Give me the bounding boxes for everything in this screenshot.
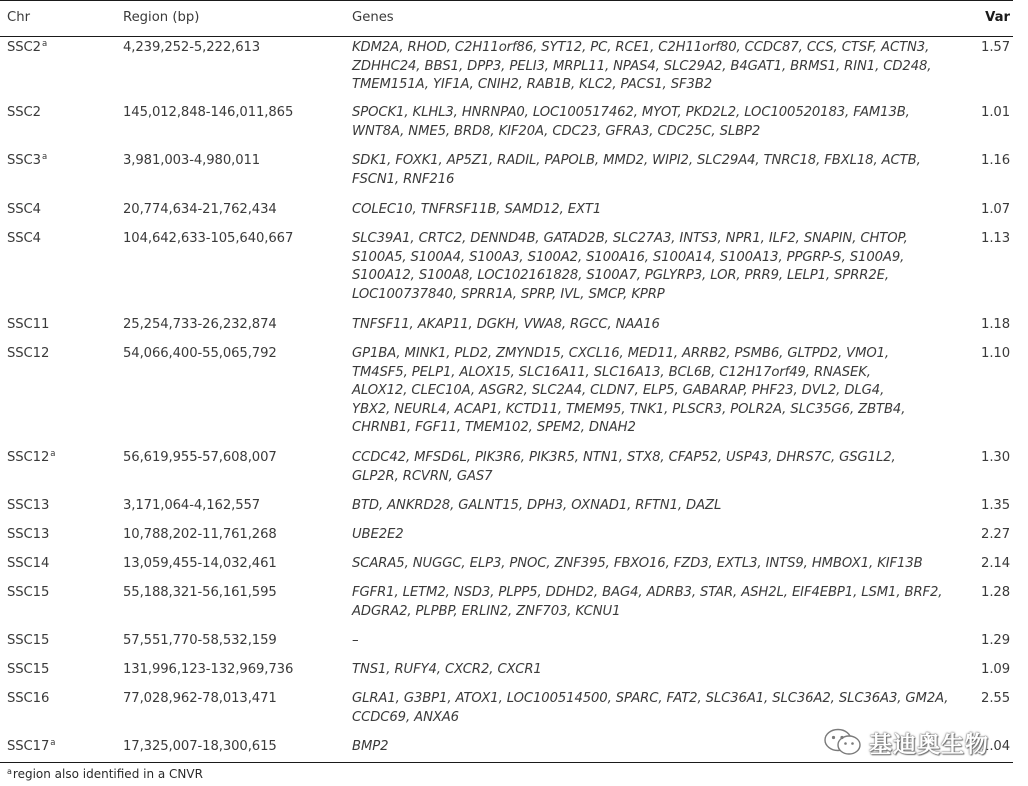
cell-chr	[7, 201, 41, 220]
chr-label: SSC3	[7, 153, 41, 168]
cell-genes	[352, 230, 952, 304]
cell-chr	[7, 738, 55, 757]
cell-region: 55,188,321-56,161,595	[123, 585, 277, 600]
cell-var: 1.35	[981, 498, 1010, 513]
gene-list-line: SLC39A1, CRTC2, DENND4B, GATAD2B, SLC27A3, INTS3, NPR1, ILF2, SNAPIN, CHTOP,	[352, 231, 908, 246]
chr-label: SSC2	[7, 105, 41, 120]
table-top-rule	[0, 0, 1013, 1]
cell-var: 1.07	[981, 202, 1010, 217]
cell-region: 25,254,733-26,232,874	[123, 317, 277, 332]
cell-var: 1.13	[981, 231, 1010, 246]
cell-chr	[7, 526, 49, 545]
cell-region: 10,788,202-11,761,268	[123, 527, 277, 542]
gene-list-line: S100A5, S100A4, S100A3, S100A2, S100A16, S100A14, S100A13, PPGRP-S, S100A9,	[352, 249, 905, 265]
header-var: Var	[985, 10, 1010, 25]
gene-list-line: GP1BA, MINK1, PLD2, ZMYND15, CXCL16, MED11, ARRB2, PSMB6, GLTPD2, VMO1,	[352, 346, 890, 361]
cell-genes	[352, 345, 952, 438]
gene-list-line: FGFR1, LETM2, NSD3, PLPP5, DDHD2, BAG4, ADRB3, STAR, ASH2L, EIF4EBP1, LSM1, BRF2,	[352, 585, 943, 600]
cell-region: 54,066,400-55,065,792	[123, 346, 277, 361]
gene-list-line: TNS1, RUFY4, CXCR2, CXCR1	[352, 662, 542, 677]
cell-genes	[352, 152, 952, 189]
cell-var: 1.18	[981, 317, 1010, 332]
cell-genes	[352, 526, 952, 545]
gene-list-line: LOC100737840, SPRR1A, SPRP, IVL, SMCP, KPRP	[352, 286, 665, 302]
gene-list-line: S100A12, S100A8, LOC102161828, S100A7, PGLYRP3, LOR, PRR9, LELP1, SPRR2E,	[352, 268, 889, 283]
gene-list-line: –	[352, 633, 359, 648]
cell-var: 1.04	[981, 739, 1010, 754]
chr-label: SSC15	[7, 585, 50, 600]
gene-list-line: BMP2	[352, 739, 389, 754]
cnvr-footnote-mark: a	[41, 39, 48, 49]
cell-genes	[352, 661, 952, 680]
watermark-text: 基迪奥生物	[869, 731, 989, 758]
chr-label: SSC16	[7, 691, 50, 706]
cell-var: 1.30	[981, 450, 1010, 465]
cell-var: 1.09	[981, 662, 1010, 677]
chr-label: SSC2	[7, 40, 41, 55]
cell-var: 2.27	[981, 527, 1010, 542]
gene-list-line: TNFSF11, AKAP11, DGKH, VWA8, RGCC, NAA16	[352, 317, 660, 332]
chr-label: SSC12	[7, 346, 50, 361]
gene-list-line: WNT8A, NME5, BRD8, KIF20A, CDC23, GFRA3, CDC25C, SLBP2	[352, 123, 761, 139]
gene-list-line: ADGRA2, PLPBP, ERLIN2, ZNF703, KCNU1	[352, 603, 621, 619]
gene-list-line: TMEM151A, YIF1A, CNIH2, RAB1B, KLC2, PACS1, SF3B2	[352, 77, 713, 92]
cell-chr	[7, 584, 49, 603]
cell-chr	[7, 39, 47, 58]
table-header-rule	[0, 36, 1013, 37]
chr-label: SSC15	[7, 662, 50, 677]
cell-var: 1.16	[981, 153, 1010, 168]
cell-genes	[352, 632, 952, 651]
cell-genes	[352, 738, 952, 757]
cell-genes	[352, 316, 952, 335]
cell-genes	[352, 39, 952, 95]
gene-list-line: SDK1, FOXK1, AP5Z1, RADIL, PAPOLB, MMD2, WIPI2, SLC29A4, TNRC18, FBXL18, ACTB,	[352, 153, 921, 168]
cell-region: 3,171,064-4,162,557	[123, 498, 261, 513]
chr-label: SSC13	[7, 527, 50, 542]
header-chr: Chr	[7, 10, 30, 25]
chr-label: SSC15	[7, 633, 50, 648]
gene-list-line: YBX2, NEURL4, ACAP1, KCTD11, TMEM95, TNK1, PLSCR3, POLR2A, SLC35G6, ZBTB4,	[352, 401, 906, 417]
chr-label: SSC17	[7, 739, 50, 754]
cell-region: 57,551,770-58,532,159	[123, 633, 277, 648]
cell-chr	[7, 230, 41, 249]
cnvr-footnote-mark: a	[50, 738, 56, 748]
cell-genes	[352, 104, 952, 141]
gene-list-line: ALOX12, CLEC10A, ASGR2, SLC2A4, CLDN7, ELP5, GABARAP, PHF23, DVL2, DLG4,	[352, 383, 885, 398]
gene-list-line: FSCN1, RNF216	[352, 171, 455, 187]
cell-chr	[7, 316, 49, 335]
gene-list-line: SCARA5, NUGGC, ELP3, PNOC, ZNF395, FBXO16, FZD3, EXTL3, INTS9, HMBOX1, KIF13B	[352, 556, 923, 571]
cell-region: 20,774,634-21,762,434	[123, 202, 277, 217]
gene-list-line: COLEC10, TNFRSF11B, SAMD12, EXT1	[352, 202, 602, 217]
cnvr-footnote-mark: a	[41, 152, 48, 162]
chr-label: SSC13	[7, 498, 50, 513]
gene-list-line: GLP2R, RCVRN, GAS7	[352, 468, 493, 484]
cell-region: 17,325,007-18,300,615	[123, 739, 277, 754]
table-footnote	[7, 766, 203, 782]
header-genes: Genes	[352, 10, 394, 25]
gene-list-line: CCDC69, ANXA6	[352, 709, 459, 725]
gene-list-line: CHRNB1, FGF11, TMEM102, SPEM2, DNAH2	[352, 420, 636, 435]
cell-var: 2.14	[981, 556, 1010, 571]
cell-region: 4,239,252-5,222,613	[123, 40, 261, 55]
cell-chr	[7, 661, 49, 680]
gene-list-line: CCDC42, MFSD6L, PIK3R6, PIK3R5, NTN1, STX8, CFAP52, USP43, DHRS7C, GSG1L2,	[352, 450, 896, 465]
cell-genes	[352, 690, 952, 727]
cell-region: 145,012,848-146,011,865	[123, 105, 294, 120]
cell-var: 1.01	[981, 105, 1010, 120]
cell-genes	[352, 449, 952, 486]
cell-region: 104,642,633-105,640,667	[123, 231, 294, 246]
gene-list-line: TM4SF5, PELP1, ALOX15, SLC16A11, SLC16A13, BCL6B, C12H17orf49, RNASEK,	[352, 364, 871, 380]
cell-region: 13,059,455-14,032,461	[123, 556, 277, 571]
chr-label: SSC4	[7, 202, 41, 217]
header-region: Region (bp)	[123, 10, 200, 25]
cell-region: 77,028,962-78,013,471	[123, 691, 277, 706]
cell-chr	[7, 555, 49, 574]
footnote-mark: a	[7, 767, 12, 776]
chr-label: SSC12	[7, 450, 50, 465]
cell-chr	[7, 690, 49, 709]
cell-chr	[7, 345, 49, 364]
gene-list-line: BTD, ANKRD28, GALNT15, DPH3, OXNAD1, RFTN1, DAZL	[352, 498, 722, 513]
cell-chr	[7, 152, 47, 171]
table-bottom-rule	[0, 762, 1013, 763]
cell-genes	[352, 584, 952, 621]
cell-var: 2.55	[981, 691, 1010, 706]
cell-chr	[7, 497, 49, 516]
cell-var: 1.10	[981, 346, 1010, 361]
cell-region: 3,981,003-4,980,011	[123, 153, 261, 168]
cell-var: 1.29	[981, 633, 1010, 648]
cnvr-footnote-mark: a	[50, 449, 56, 459]
gene-list-line: UBE2E2	[352, 527, 404, 542]
chr-label: SSC11	[7, 317, 50, 332]
gene-list-line: GLRA1, G3BP1, ATOX1, LOC100514500, SPARC, FAT2, SLC36A1, SLC36A2, SLC36A3, GM2A,	[352, 691, 949, 706]
chr-label: SSC4	[7, 231, 41, 246]
cell-region: 56,619,955-57,608,007	[123, 450, 277, 465]
cell-chr	[7, 632, 49, 651]
cell-genes	[352, 497, 952, 516]
cell-genes	[352, 555, 952, 574]
cell-chr	[7, 449, 55, 468]
cell-chr	[7, 104, 41, 123]
footnote-text: region also identified in a CNVR	[12, 767, 203, 781]
cell-region: 131,996,123-132,969,736	[123, 662, 294, 677]
gene-list-line: SPOCK1, KLHL3, HNRNPA0, LOC100517462, MYOT, PKD2L2, LOC100520183, FAM13B,	[352, 105, 910, 120]
chr-label: SSC14	[7, 556, 50, 571]
cell-var: 1.57	[981, 40, 1010, 55]
gene-list-line: ZDHHC24, BBS1, DPP3, PELI3, MRPL11, NPAS4, SLC29A2, B4GAT1, BRMS1, RIN1, CD248,	[352, 58, 932, 74]
cell-var: 1.28	[981, 585, 1010, 600]
cell-genes	[352, 201, 952, 220]
gene-list-line: KDM2A, RHOD, C2H11orf86, SYT12, PC, RCE1, C2H11orf80, CCDC87, CCS, CTSF, ACTN3,	[352, 40, 930, 55]
